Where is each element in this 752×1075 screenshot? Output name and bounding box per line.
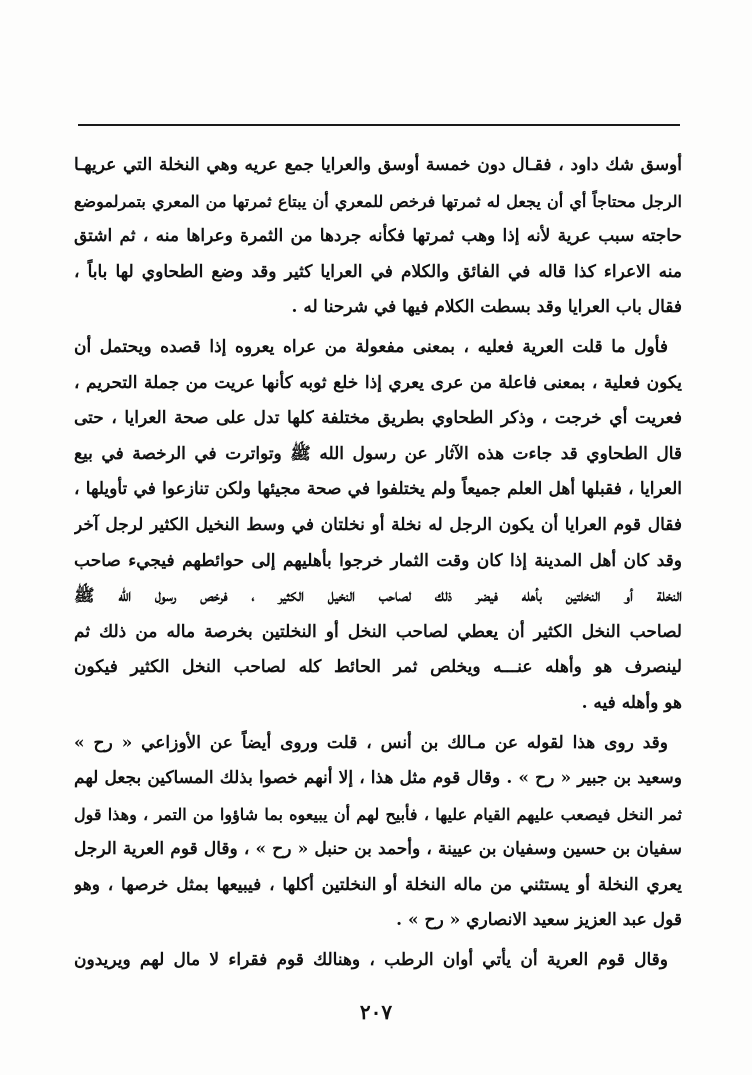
text-line: منه الاعراء كذا قاله في الفائق والكلام في العرايا كثير وقد وضع الطحاوي لها باباً ،	[74, 261, 682, 282]
text-line: وقال قوم العرية أن يأتي أوان الرطب ، وهنالك قوم فقراء لا مال لهم ويريدون	[74, 950, 668, 971]
text-line: حاجته سبب عرية لأنه إذا وهب ثمرتها فكأنه جردها من الثمرة وعراها منه ، ثم اشتق	[74, 226, 682, 247]
text-line: وسعيد بن جبير « رح » . وقال قوم مثل هذا ، إلا أنهم خصوا بذلك المساكين بجعل لهم	[74, 768, 682, 789]
text-line: لينصرف هو وأهله عنـــه ويخلص ثمر الحائط كله لصاحب النخل الكثير فيكون	[74, 657, 682, 678]
text-line: يكون فعلية ، بمعنى فاعلة من عرى يعري إذا خلع ثوبه كأنها عريت من جملة التحريم ،	[74, 372, 682, 393]
text-line: فقال باب العرايا وقد بسطت الكلام فيها في شرحنا له .	[291, 297, 682, 318]
paragraph-4	[74, 943, 682, 979]
text-line: أوسق شك داود ، فقـال دون خمسة أوسق والعرايا جمع عريه وهي النخلة التي عريهـا	[74, 155, 682, 175]
body-text	[74, 148, 682, 979]
page-number: ٢٠٧	[359, 1000, 393, 1024]
text-line: وقد كان أهل المدينة إذا كان وقت الثمار خرجوا بأهليهم إلى حوائطهم فيجيء صاحب	[74, 550, 682, 571]
paragraph-3	[74, 726, 682, 940]
text-line: فقال قوم العرايا أن يكون الرجل له نخلة أو نخلتان في وسط النخيل الكثير لرجل آخر	[74, 514, 682, 535]
text-line: العرايا ، فقبلها أهل العلم جميعاً ولم يختلفوا في صحة مجيئها ولكن تنازعوا في تأويلها ،	[74, 479, 682, 500]
paragraph-1	[74, 148, 682, 326]
text-line: النخلة أو النخلتين بأهله فيضر ذلك لصاحب النخيل الكثير ، فرخص رسول الله ﷺ	[74, 586, 682, 607]
paragraph-2	[74, 330, 682, 722]
text-line: ثمر النخل فيصعب عليهم القيام عليها ، فأبيح لهم أن يبيعوه بما شاؤوا من التمر ، وهذا قول	[74, 804, 682, 824]
text-line: هو وأهله فيه .	[581, 692, 682, 713]
text-line: فعريت أي خرجت ، وذكر الطحاوي بطريق مختلفة كلها تدل على صحة العرايا ، حتى	[74, 408, 682, 429]
text-line: وقد روى هذا لقوله عن مـالك بن أنس ، قلت وروى أيضاً عن الأوزاعي « رح »	[74, 732, 668, 753]
text-line: سفيان بن حسين وسفيان بن عيينة ، وأحمد بن حنبل « رح » ، وقال قوم العرية الرجل	[74, 839, 682, 860]
text-line: لصاحب النخل الكثير أن يعطي لصاحب النخل أو النخلتين بخرصة ماله من ذلك ثم	[74, 621, 682, 642]
text-line: يعري النخلة أو يستثني من ماله النخلة أو النخلتين أكلها ، فيبيعها بمثل خرصها ، وهو	[74, 874, 682, 895]
text-line: فأول ما قلت العرية فعليه ، بمعنى مفعولة من عراه يعروه إذا قصده ويحتمل أن	[74, 336, 668, 357]
text-line: قال الطحاوي قد جاءت هذه الآثار عن رسول الله ﷺ وتواترت في الرخصة في بيع	[74, 443, 682, 464]
header-rule	[78, 124, 680, 126]
text-line: الرجل محتاجاً أي أن يجعل له ثمرتها فرخص للمعري أن يبتاع ثمرتها من المعري بتمرلموضع	[74, 191, 682, 211]
text-line: قول عبد العزيز سعيد الانصاري « رح » .	[396, 910, 682, 931]
